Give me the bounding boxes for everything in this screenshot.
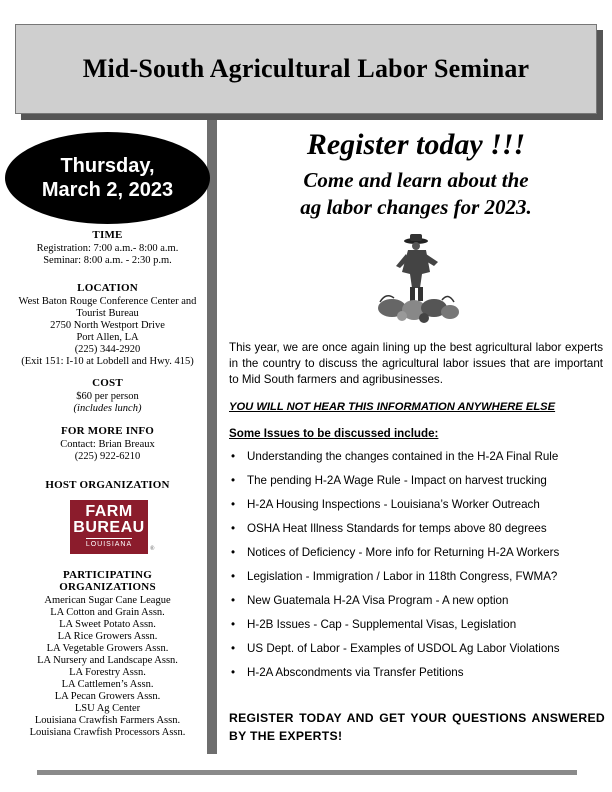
issue-item: • H-2B Issues - Cap - Supplemental Visas, Legislation [229, 618, 607, 642]
host-heading: HOST ORGANIZATION [45, 479, 170, 491]
seminar-time: Seminar: 8:00 a.m. - 2:30 p.m. [43, 255, 172, 266]
location-exit: (Exit 151: I-10 at Lobdell and Hwy. 415) [21, 356, 194, 367]
time-section [8, 229, 207, 267]
issue-item: • H-2A Abscondments via Transfer Petitions [229, 666, 607, 690]
logo-line: FARM [85, 503, 133, 520]
more-info-heading: FOR MORE INFO [60, 425, 155, 437]
registration-time: Registration: 7:00 a.m.- 8:00 a.m. [36, 243, 179, 254]
footer-divider [37, 770, 577, 775]
issues-heading: Some Issues to be discussed include: [229, 427, 439, 440]
organization-item: LA Rice Growers Assn. [57, 631, 158, 642]
page-title: Mid-South Agricultural Labor Seminar [82, 54, 530, 83]
organization-item: LA Sweet Potato Assn. [59, 619, 156, 630]
cost-section [8, 377, 207, 415]
farmer-harvest-illustration-icon [372, 232, 462, 324]
organization-item: Louisiana Crawfish Farmers Assn. [34, 715, 181, 726]
registered-mark-icon: ® [150, 546, 155, 552]
event-date-oval [5, 132, 210, 224]
organization-item: LA Forestry Assn. [69, 667, 146, 678]
location-address: 2750 North Westport Drive [50, 320, 165, 331]
participating-heading: PARTICIPATING [63, 569, 152, 581]
organization-item: Louisiana Crawfish Processors Assn. [29, 727, 186, 738]
header-banner [15, 24, 597, 114]
more-info-section [8, 425, 207, 463]
subtitle [228, 167, 604, 221]
contact-phone: (225) 922-6210 [74, 451, 141, 462]
intro-paragraph: This year, we are once again lining up the best agricultural labor experts in the country to discuss the agricultural labor issues that are important to Mid South farmers and agribusinesses. [229, 341, 603, 386]
time-heading: TIME [92, 229, 123, 241]
vertical-divider [207, 120, 217, 754]
subtitle-line: ag labor changes for 2023. [300, 195, 532, 219]
issue-item: • Notices of Deficiency - More info for Returning H-2A Workers [229, 546, 607, 570]
register-title: Register today !!! [306, 128, 526, 161]
location-heading: LOCATION [77, 282, 138, 294]
event-date: March 2, 2023 [41, 179, 174, 201]
organization-item: American Sugar Cane League [44, 595, 171, 606]
issue-item: • The pending H-2A Wage Rule - Impact on harvest trucking [229, 474, 607, 498]
logo-line: LOUISIANA [86, 538, 132, 550]
organization-item: LA Cattlemen’s Assn. [61, 679, 154, 690]
location-line: Tourist Bureau [76, 308, 139, 319]
subtitle-line: Come and learn about the [303, 168, 529, 192]
issue-item: • Legislation - Immigration / Labor in 118th Congress, FWMA? [229, 570, 607, 594]
issues-list [229, 450, 607, 690]
issue-item: • Understanding the changes contained in the H-2A Final Rule [229, 450, 607, 474]
organization-item: LSU Ag Center [74, 703, 141, 714]
closing-callout: REGISTER TODAY AND GET YOUR QUESTIONS ANSWERED BY THE EXPERTS! [229, 711, 605, 743]
contact-name: Contact: Brian Breaux [60, 439, 155, 450]
location-city: Port Allen, LA [76, 332, 139, 343]
participating-section [8, 569, 207, 739]
issue-item: • H-2A Housing Inspections - Louisiana’s Worker Outreach [229, 498, 607, 522]
issue-item: • US Dept. of Labor - Examples of USDOL Ag Labor Violations [229, 642, 607, 666]
organization-item: LA Nursery and Landscape Assn. [37, 655, 178, 666]
participating-heading: ORGANIZATIONS [59, 581, 156, 593]
cost-heading: COST [92, 377, 123, 389]
event-day: Thursday, [60, 155, 155, 177]
cost-price: $60 per person [76, 391, 139, 402]
location-phone: (225) 344-2920 [74, 344, 141, 355]
issue-item: • OSHA Heat Illness Standards for temps above 80 degrees [229, 522, 607, 546]
issue-item: • New Guatemala H-2A Visa Program - A new option [229, 594, 607, 618]
organization-item: LA Vegetable Growers Assn. [46, 643, 169, 654]
cost-note: (includes lunch) [73, 403, 142, 414]
host-section [8, 479, 207, 493]
organization-item: LA Cotton and Grain Assn. [50, 607, 165, 618]
farm-bureau-logo [70, 500, 148, 554]
organization-list [8, 595, 207, 739]
location-section [8, 282, 207, 368]
location-line: West Baton Rouge Conference Center and [18, 296, 197, 307]
logo-line: BUREAU [73, 519, 145, 536]
warning-text: YOU WILL NOT HEAR THIS INFORMATION ANYWHERE ELSE [229, 401, 556, 413]
organization-item: LA Pecan Growers Assn. [54, 691, 161, 702]
